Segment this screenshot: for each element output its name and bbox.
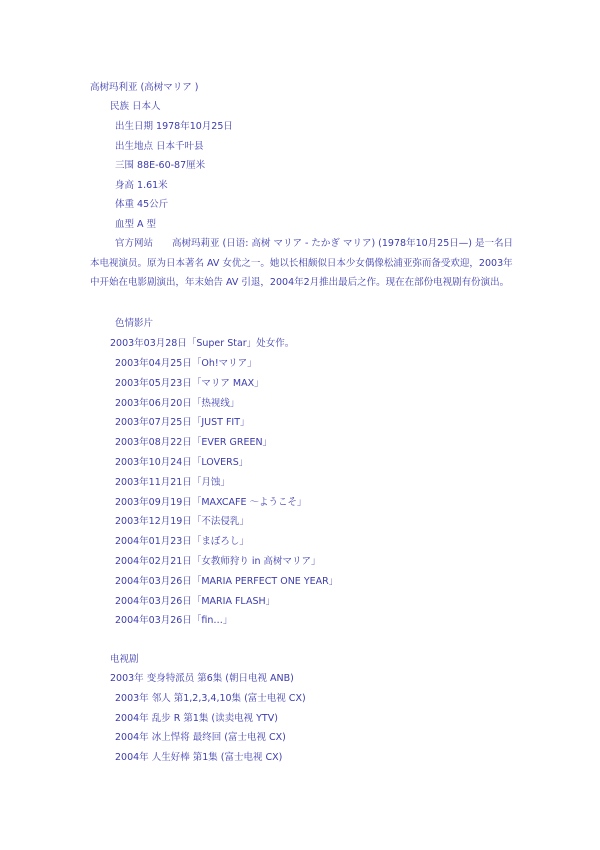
birth-place-line: 出生地点 日本千叶县 (115, 141, 204, 152)
film-item: 2003年09月19日「MAXCAFE 〜ようこそ」 (115, 496, 307, 508)
film-item: 2003年11月21日「月蚀」 (115, 476, 230, 488)
film-item: 2003年08月22日「EVER GREEN」 (115, 437, 273, 449)
tv-item: 2004年 人生好棒 第1集 (富士电视 CX) (115, 751, 283, 763)
bio-text: 高树玛莉亚 (日语: 高树 マリア - たかぎ マリア) (1978年10月25日—) 是一名日本电视演员。原为日本著名 AV 女优之一。她以长相颇似日本少女偶像松浦亚弥而备受欢迎，2003年中开始在电影剧演出，年末始告 AV 引退，2004年2月推出最后之作。现在在部份电视剧有份演出。 (90, 238, 513, 288)
birth-date-line: 出生日期 1978年10月25日 (115, 121, 233, 132)
height-line: 身高 1.61米 (115, 180, 168, 191)
tv-first-line: 2003年 变身特派员 第6集 (朝日电视 ANB) (110, 673, 294, 684)
film-item: 2003年05月23日「マリア MAX」 (115, 377, 264, 389)
film-item: 2004年03月26日「fin…」 (115, 615, 233, 627)
official-site-label: 官方网站 (115, 238, 154, 249)
measurements-line: 三围 88E-60-87厘米 (115, 160, 206, 171)
film-item: 2003年06月20日「热视线」 (115, 397, 240, 409)
film-item: 2003年12月19日「不法侵乳」 (115, 516, 249, 528)
film-item: 2004年02月21日「女教师狩り in 高树マリア」 (115, 556, 321, 567)
bio-paragraph (90, 234, 522, 293)
film-item: 2003年10月24日「LOVERS」 (115, 457, 249, 468)
weight-line: 体重 45公斤 (115, 199, 169, 210)
tv-item: 2004年 冰上悍将 最终回 (富士电视 CX) (115, 732, 286, 743)
blood-type-line: 血型 A 型 (115, 219, 157, 230)
films-heading: 色情影片 (115, 318, 154, 329)
film-item: 2004年03月26日「MARIA PERFECT ONE YEAR」 (115, 575, 339, 587)
films-debut-line: 2003年03月28日「Super Star」处女作。 (110, 338, 295, 349)
tv-item: 2004年 乱步 R 第1集 (读卖电视 YTV) (115, 712, 278, 724)
film-item: 2003年04月25日「Oh!マリア」 (115, 358, 257, 369)
nationality-line: 民族 日本人 (110, 101, 161, 112)
tv-item: 2003年 邻人 第1,2,3,4,10集 (富士电视 CX) (115, 693, 306, 704)
page-title: 高树玛利亚 (高树マリア ) (90, 82, 199, 93)
tv-heading: 电视剧 (110, 654, 139, 665)
film-item: 2004年01月23日「まぼろし」 (115, 536, 249, 548)
film-item: 2004年03月26日「MARIA FLASH」 (115, 595, 276, 607)
film-item: 2003年07月25日「JUST FIT」 (115, 417, 250, 429)
